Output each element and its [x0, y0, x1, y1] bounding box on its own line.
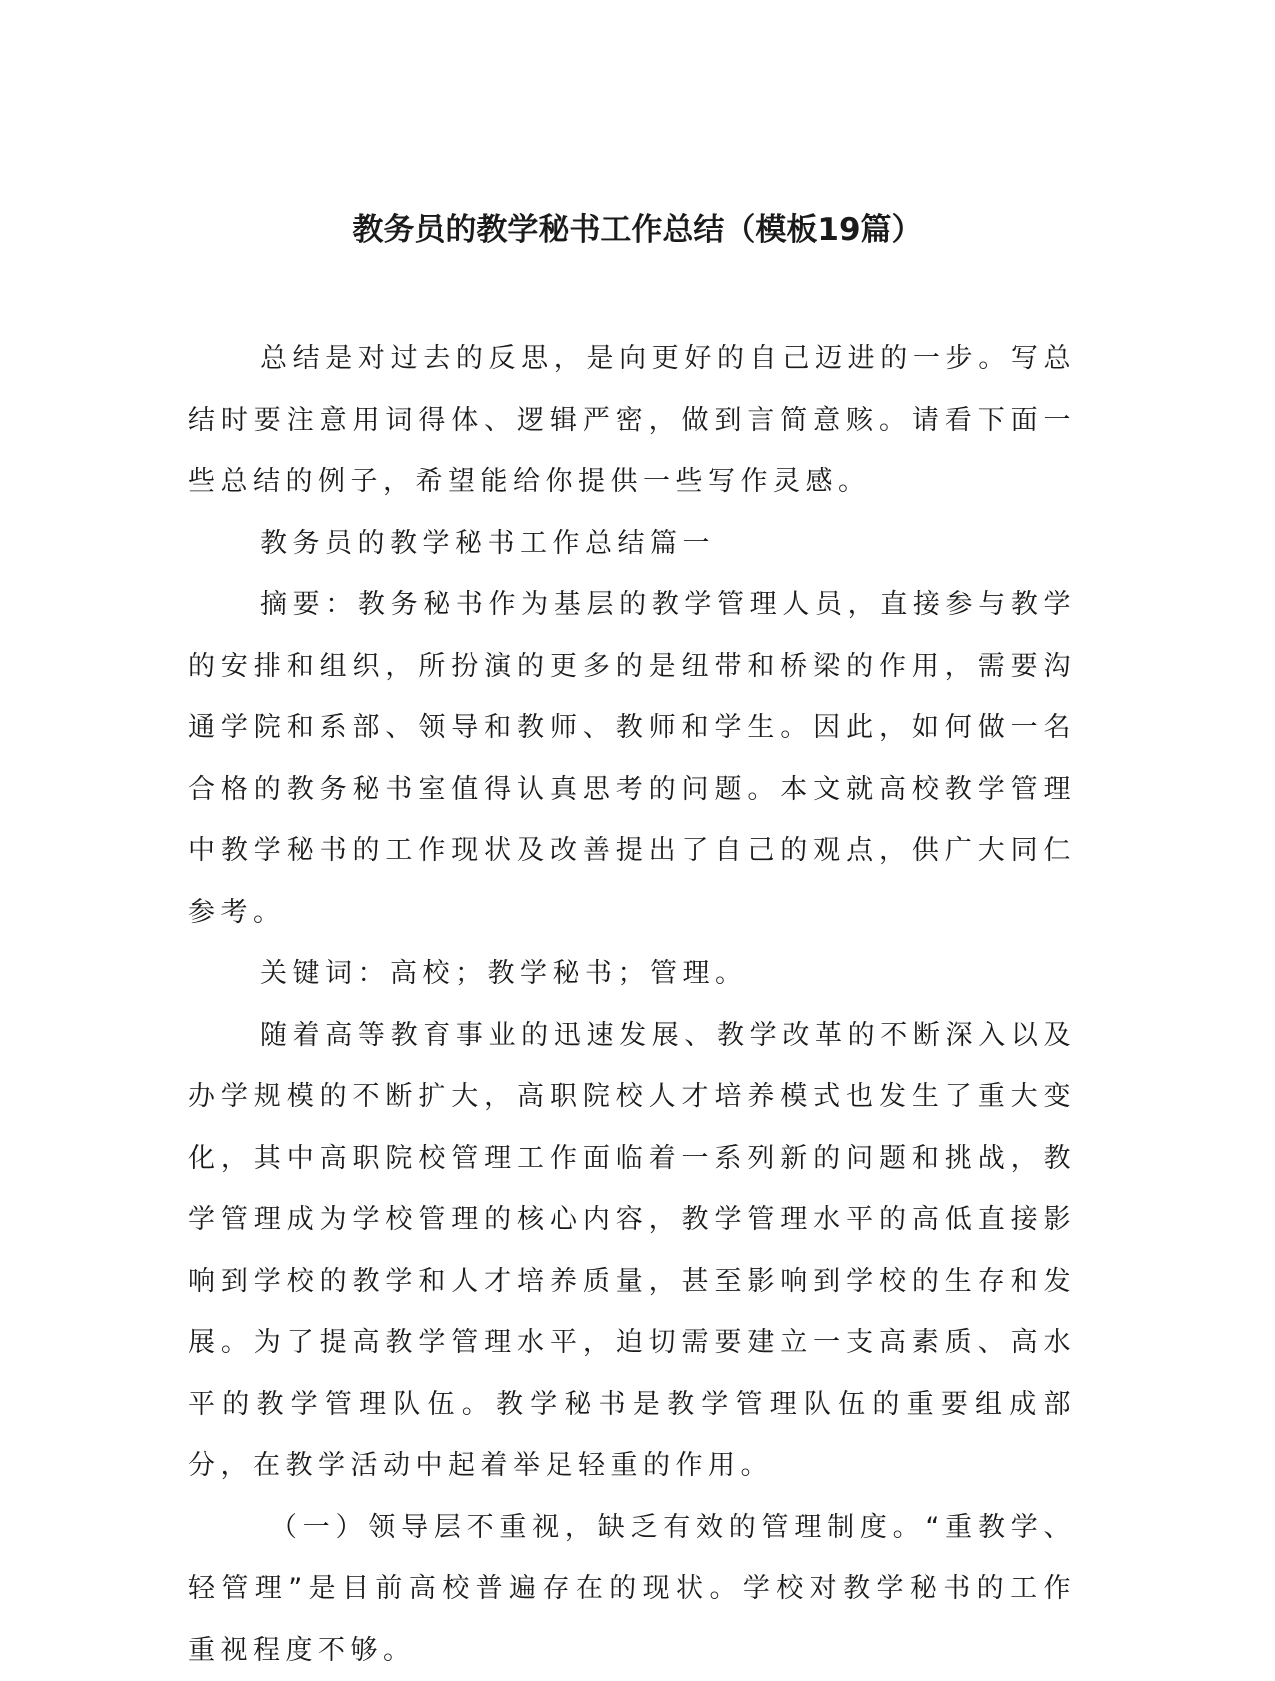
- abstract-paragraph: 摘要：教务秘书作为基层的教学管理人员，直接参与教学的安排和组织，所扮演的更多的是纽带和桥梁的作用，需要沟通学院和系部、领导和教师、教师和学生。因此，如何做一名合格的教务秘书室值得认真思考的问题。本文就高校教学管理中教学秘书的工作现状及改善提出了自己的观点，供广大同仁参考。: [188, 574, 1076, 943]
- document-body: [188, 328, 1076, 1681]
- keywords-paragraph: 关键词：高校；教学秘书；管理。: [188, 943, 1076, 1005]
- document-title: 教务员的教学秘书工作总结（模板19篇）: [0, 208, 1275, 252]
- body-paragraph-point-one: （一）领导层不重视，缺乏有效的管理制度。“重教学、轻管理”是目前高校普遍存在的现状。学校对教学秘书的工作重视程度不够。: [188, 1497, 1076, 1681]
- intro-paragraph: 总结是对过去的反思，是向更好的自己迈进的一步。写总结时要注意用词得体、逻辑严密，做到言简意赅。请看下面一些总结的例子，希望能给你提供一些写作灵感。: [188, 328, 1076, 513]
- body-paragraph: 随着高等教育事业的迅速发展、教学改革的不断深入以及办学规模的不断扩大，高职院校人才培养模式也发生了重大变化，其中高职院校管理工作面临着一系列新的问题和挑战，教学管理成为学校管理的核心内容，教学管理水平的高低直接影响到学校的教学和人才培养质量，甚至影响到学校的生存和发展。为了提高教学管理水平，迫切需要建立一支高素质、高水平的教学管理队伍。教学秘书是教学管理队伍的重要组成部分，在教学活动中起着举足轻重的作用。: [188, 1005, 1076, 1497]
- section-heading: 教务员的教学秘书工作总结篇一: [188, 513, 1076, 575]
